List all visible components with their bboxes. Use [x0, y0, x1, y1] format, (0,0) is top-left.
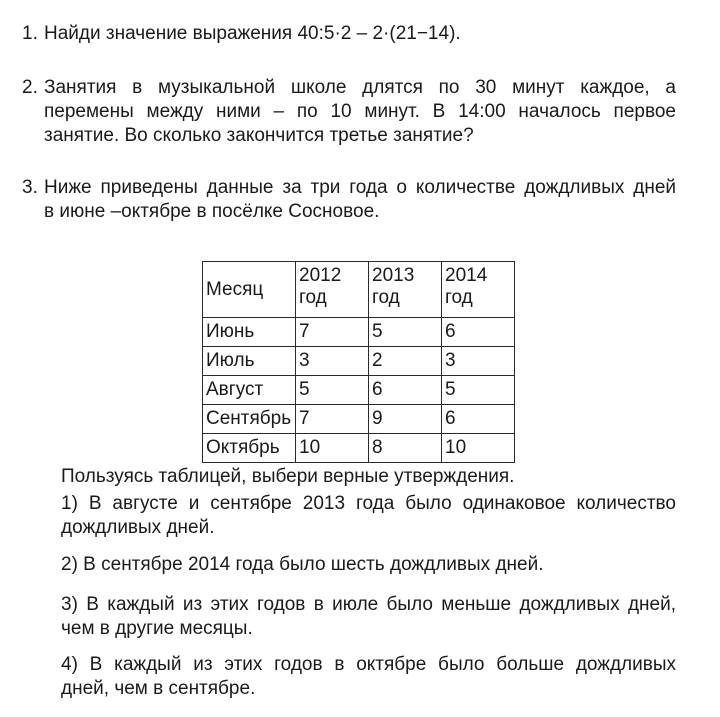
statement-2 [61, 553, 676, 577]
table-row [203, 434, 515, 463]
task-2-number: 2. [22, 77, 38, 98]
row-month: Июль [203, 347, 296, 376]
statement-3-line-2: чем в другие месяцы. [61, 618, 253, 639]
header-2012 [296, 262, 369, 318]
rainy-days-table [202, 261, 515, 463]
task-1-text: Найди значение выражения 40:5·2 – 2·(21−14). [44, 23, 461, 44]
task-2 [22, 76, 676, 148]
header-month: Месяц [203, 262, 296, 318]
row-month: Август [203, 376, 296, 405]
table-row [203, 376, 515, 405]
header-2013 [369, 262, 442, 318]
header-2013-word: год [372, 287, 400, 308]
cell-2013: 8 [369, 434, 442, 463]
cell-2013: 9 [369, 405, 442, 434]
task-3-number: 3. [22, 177, 38, 198]
statement-4-line-2: дней, чем в сентябре. [61, 678, 256, 699]
statement-1-line-2: дождливых дней. [61, 517, 215, 538]
cell-2012: 3 [296, 347, 369, 376]
statement-3-line-1: 3) В каждый из этих годов в июле было меньше дождливых дней, [61, 594, 676, 615]
cell-2014: 5 [442, 376, 515, 405]
task-3-line-2: в июне –октябре в посёлке Сосновое. [44, 201, 380, 222]
row-month: Июнь [203, 318, 296, 347]
cell-2014: 6 [442, 318, 515, 347]
header-2012-word: год [299, 287, 327, 308]
task-2-line-2: перемены между ними – по 10 минут. В 14:00 началось первое [44, 101, 676, 122]
statement-2-line-1: 2) В сентябре 2014 года было шесть дождливых дней. [61, 554, 544, 575]
statement-3 [61, 593, 676, 641]
task-3 [22, 176, 676, 224]
task-3-line-1: Ниже приведены данные за три года о количестве дождливых дней [44, 177, 676, 198]
cell-2014: 10 [442, 434, 515, 463]
table-header-row [203, 262, 515, 318]
table-row [203, 318, 515, 347]
header-2014 [442, 262, 515, 318]
statement-4 [61, 653, 676, 701]
header-2014-year: 2014 [445, 265, 488, 286]
statement-1 [61, 492, 676, 540]
cell-2012: 7 [296, 318, 369, 347]
header-2013-year: 2013 [372, 265, 415, 286]
statement-1-line-1: 1) В августе и сентябре 2013 года было одинаковое количество [61, 493, 676, 514]
task-1-number: 1. [22, 23, 38, 44]
header-2014-word: год [445, 287, 473, 308]
task-2-line-3: занятие. Во сколько закончится третье занятие? [44, 125, 474, 146]
statement-4-line-1: 4) В каждый из этих годов в октябре было больше дождливых [61, 654, 676, 675]
cell-2013: 6 [369, 376, 442, 405]
row-month: Октябрь [203, 434, 296, 463]
header-2012-year: 2012 [299, 265, 342, 286]
cell-2013: 2 [369, 347, 442, 376]
task-2-line-1: Занятия в музыкальной школе длятся по 30 минут каждое, а [44, 77, 676, 98]
cell-2012: 5 [296, 376, 369, 405]
row-month: Сентябрь [203, 405, 296, 434]
cell-2013: 5 [369, 318, 442, 347]
cell-2012: 10 [296, 434, 369, 463]
task-1 [22, 22, 676, 46]
cell-2014: 6 [442, 405, 515, 434]
cell-2012: 7 [296, 405, 369, 434]
instruction-prompt: Пользуясь таблицей, выбери верные утверждения. [61, 466, 515, 487]
cell-2014: 3 [442, 347, 515, 376]
table-row [203, 405, 515, 434]
table-row [203, 347, 515, 376]
